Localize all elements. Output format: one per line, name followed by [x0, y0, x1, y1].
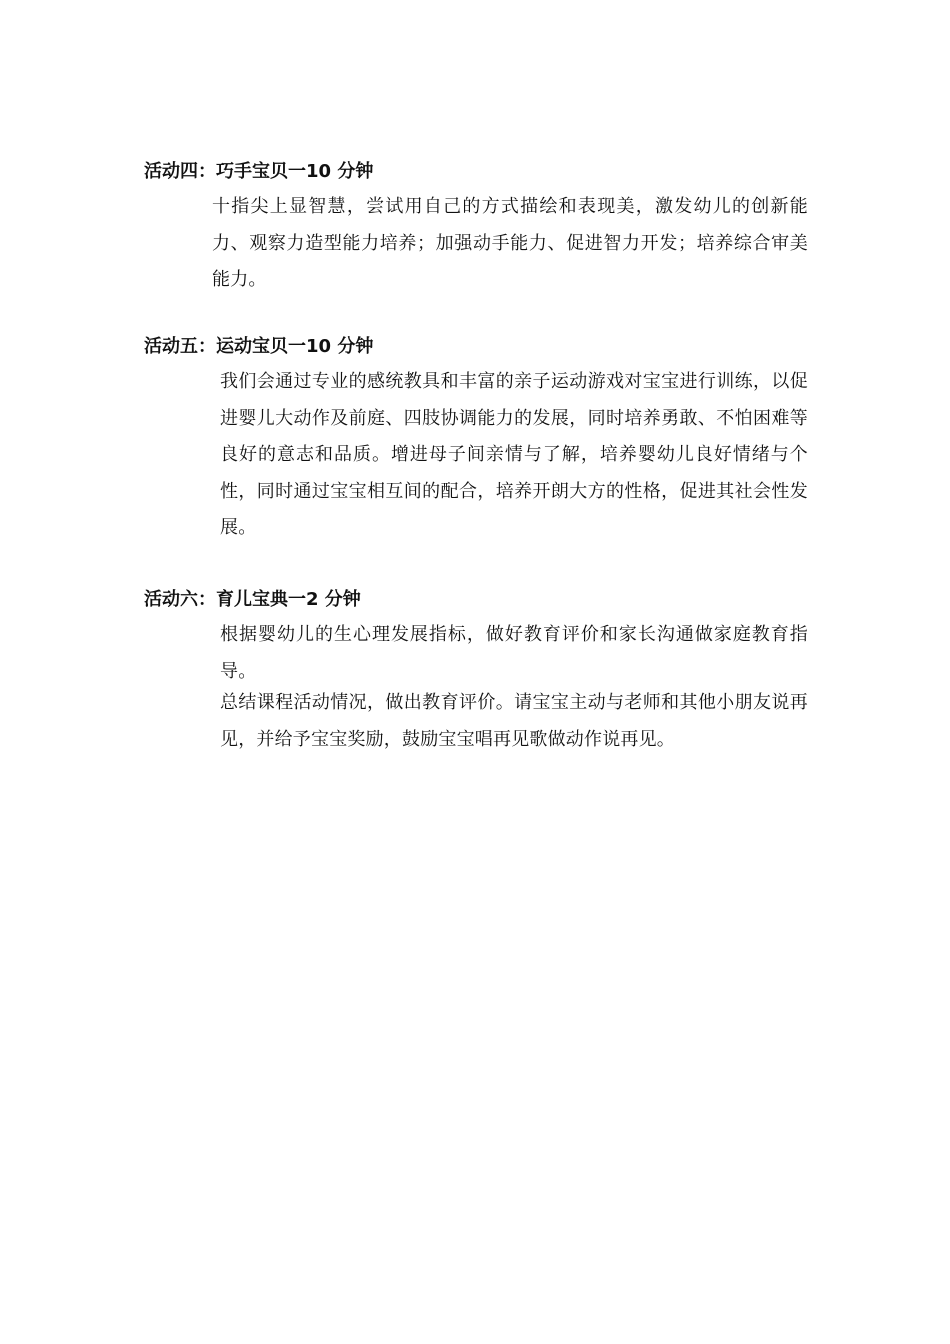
activity-5-heading: 活动五：运动宝贝一10 分钟 [144, 336, 374, 357]
activity-4-paragraph: 十指尖上显智慧，尝试用自己的方式描绘和表现美，激发幼儿的创新能力、观察力造型能力培养；加强动手能力、促进智力开发；培养综合审美能力。 [212, 196, 808, 290]
activity-6-paragraph-guidance: 根据婴幼儿的生心理发展指标，做好教育评价和家长沟通做家庭教育指导。 [220, 624, 808, 682]
activity-5-paragraph: 我们会通过专业的感统教具和丰富的亲子运动游戏对宝宝进行训练，以促进婴儿大动作及前庭、四肢协调能力的发展，同时培养勇敢、不怕困难等良好的意志和品质。增进母子间亲情与了解，培养婴幼儿良好情绪与个性，同时通过宝宝相互间的配合，培养开朗大方的性格，促进其社会性发展。 [220, 371, 808, 538]
activity-6-paragraph-summary: 总结课程活动情况，做出教育评价。请宝宝主动与老师和其他小朋友说再见，并给予宝宝奖励，鼓励宝宝唱再见歌做动作说再见。 [220, 692, 808, 750]
activity-6-heading: 活动六：育儿宝典一2 分钟 [144, 589, 361, 610]
activity-4-heading: 活动四：巧手宝贝一10 分钟 [144, 161, 374, 182]
